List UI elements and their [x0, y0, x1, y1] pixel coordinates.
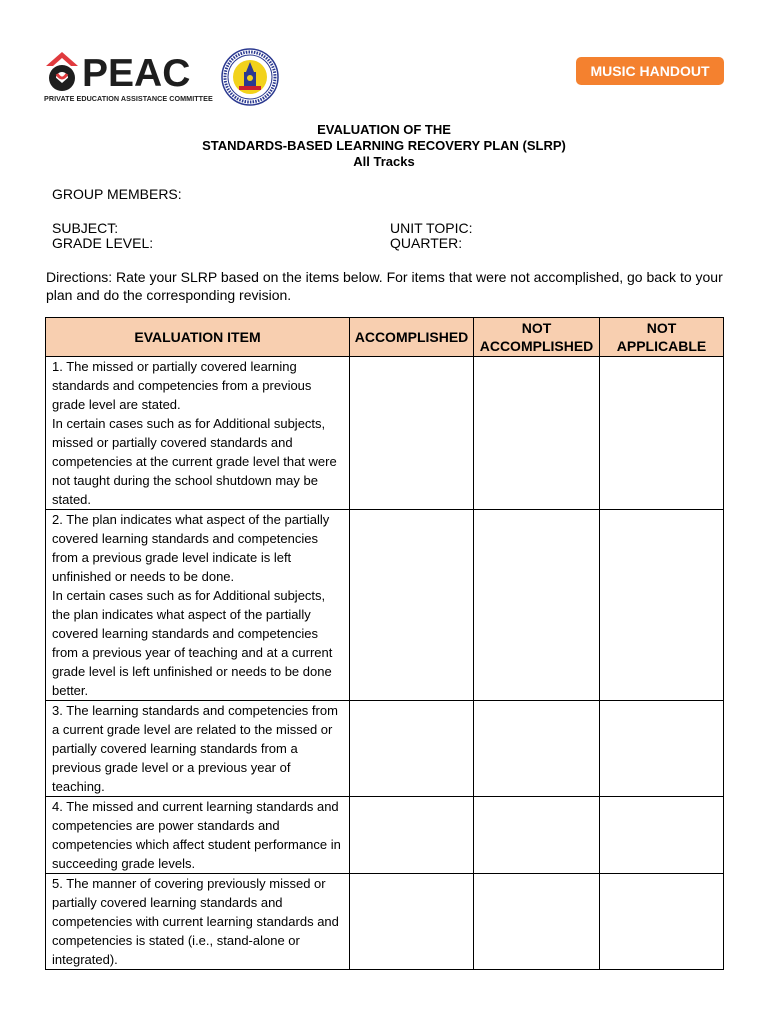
title-line-3: All Tracks	[353, 154, 415, 169]
not-applicable-cell[interactable]	[600, 357, 724, 510]
not-accomplished-cell[interactable]	[474, 510, 600, 701]
deped-seal-icon	[221, 48, 279, 106]
not-applicable-cell[interactable]	[600, 701, 724, 797]
not-accomplished-cell[interactable]	[474, 701, 600, 797]
accomplished-cell[interactable]	[350, 874, 474, 970]
not-accomplished-cell[interactable]	[474, 874, 600, 970]
unit-topic-label: UNIT TOPIC:	[390, 220, 473, 236]
header-evaluation-item: EVALUATION ITEM	[46, 318, 350, 357]
grade-level-label: GRADE LEVEL:	[52, 235, 154, 251]
title-line-1: EVALUATION OF THE	[317, 122, 451, 137]
title-line-2: STANDARDS-BASED LEARNING RECOVERY PLAN (SLRP)	[202, 138, 566, 153]
not-applicable-cell[interactable]	[600, 874, 724, 970]
not-applicable-cell[interactable]	[600, 510, 724, 701]
table-row	[46, 701, 724, 797]
accomplished-cell[interactable]	[350, 357, 474, 510]
evaluation-item-1: 1. The missed or partially covered learning standards and competencies from a previous grade level are stated. In certain cases such as for Additional subjects, missed or partially covered standards and competencies at the current grade level that were not taught during the school shutdown may be stated.	[46, 357, 350, 510]
evaluation-item-3: 3. The learning standards and competencies from a current grade level are related to the missed or partially covered learning standards from a previous grade level or a previous year of teaching.	[46, 701, 350, 797]
accomplished-cell[interactable]	[350, 797, 474, 874]
quarter-label: QUARTER:	[390, 235, 463, 251]
not-applicable-cell[interactable]	[600, 797, 724, 874]
accomplished-cell[interactable]	[350, 701, 474, 797]
evaluation-item-4: 4. The missed and current learning standards and competencies are power standards and competencies which affect student performance in succeeding grade levels.	[46, 797, 350, 874]
directions-text: Directions: Rate your SLRP based on the items below. For items that were not accomplished, go back to your plan and do the corresponding revision.	[46, 269, 723, 303]
accomplished-cell[interactable]	[350, 510, 474, 701]
peac-logo	[44, 52, 213, 106]
table-row	[46, 874, 724, 970]
subject-label: SUBJECT:	[52, 220, 119, 236]
table-header-row	[46, 318, 724, 357]
not-accomplished-cell[interactable]	[474, 357, 600, 510]
header-not-accomplished: NOT ACCOMPLISHED	[474, 318, 600, 357]
peac-subtitle: PRIVATE EDUCATION ASSISTANCE COMMITTEE	[44, 94, 213, 103]
peac-wordmark: PEAC	[82, 52, 191, 95]
table-row	[46, 510, 724, 701]
header-not-applicable: NOT APPLICABLE	[600, 318, 724, 357]
not-accomplished-cell[interactable]	[474, 797, 600, 874]
header-accomplished: ACCOMPLISHED	[350, 318, 474, 357]
evaluation-item-5: 5. The manner of covering previously missed or partially covered learning standards and competencies with current learning standards and competencies is stated (i.e., stand-alone or integrated).	[46, 874, 350, 970]
peac-emblem-icon	[44, 52, 80, 92]
group-members-label: GROUP MEMBERS:	[52, 186, 182, 202]
table-row	[46, 797, 724, 874]
music-handout-badge: MUSIC HANDOUT	[576, 57, 724, 85]
evaluation-item-2: 2. The plan indicates what aspect of the partially covered learning standards and competencies from a previous grade level indicate is left unfinished or needs to be done. In certain cases such as for Additional subjects, the plan indicates what aspect of the partially covered learning standards and competencies from a previous year of teaching and at a current grade level is left unfinished or needs to be done better.	[46, 510, 350, 701]
table-row	[46, 357, 724, 510]
evaluation-table	[45, 317, 724, 970]
